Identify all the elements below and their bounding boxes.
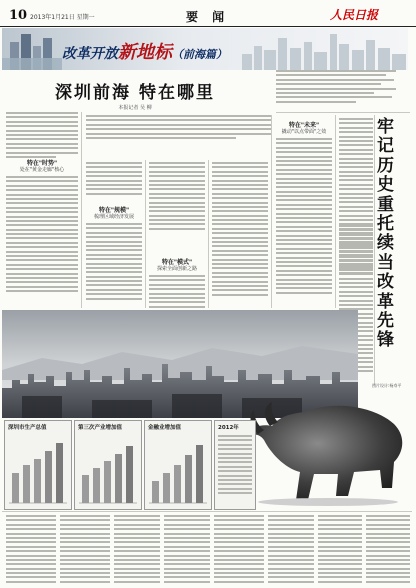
series-banner bbox=[2, 28, 408, 70]
subhead-gui-mo: 特在"规模" bbox=[98, 207, 130, 214]
bottom-column-6 bbox=[268, 515, 314, 585]
page-number: 10 bbox=[9, 8, 28, 23]
summary-box bbox=[276, 70, 400, 105]
bottom-column-2 bbox=[60, 515, 110, 585]
2012-summary-box bbox=[214, 420, 256, 510]
lead-paragraph bbox=[86, 115, 272, 141]
subhead-shi-shi: 特在"时势" bbox=[26, 160, 58, 167]
series-title-highlight: 新地标 bbox=[118, 42, 172, 63]
column-2-text-top bbox=[86, 162, 142, 197]
tertiary-chart-title: 第三次产业增加值 bbox=[78, 425, 123, 431]
subhead-mo-shi: 特在"模式" bbox=[161, 259, 193, 266]
gdp-chart-title: 深圳市生产总值 bbox=[8, 425, 47, 431]
column-3-text-top bbox=[149, 162, 205, 232]
subhead-gui-mo-deck: 梳理区域经济发展 bbox=[93, 214, 134, 220]
summary-box-title: 2012年 bbox=[218, 425, 239, 431]
series-title-prefix: 改革开放 bbox=[62, 46, 118, 62]
article-headline: 深圳前海 特在哪里 bbox=[55, 83, 215, 103]
column-5-text bbox=[276, 138, 332, 296]
commentary-title: 牢记历史重托 续当改革先锋 bbox=[377, 117, 394, 351]
issue-date: 2013年1月21日 星期一 bbox=[30, 14, 95, 21]
finance-industry-chart bbox=[144, 420, 212, 510]
bottom-column-1 bbox=[6, 515, 56, 585]
photo-credit: 图片设计:杨寿平 bbox=[372, 383, 402, 388]
subhead-wei-lai: 特在"未来" bbox=[288, 122, 320, 129]
section-name: 要 闻 bbox=[186, 10, 230, 24]
column-1-text-top bbox=[6, 112, 78, 160]
bottom-column-4 bbox=[164, 515, 210, 585]
subhead-mo-shi-deck: 探索全面创新之路 bbox=[156, 266, 197, 272]
bottom-column-7 bbox=[318, 515, 362, 585]
column-4-text bbox=[212, 162, 268, 298]
skyline-icon bbox=[238, 28, 408, 70]
building-illustration-icon bbox=[2, 28, 62, 70]
finance-chart-title: 金融业增加值 bbox=[148, 425, 182, 431]
bottom-column-5 bbox=[214, 515, 264, 585]
article-byline: 本报记者 吴 柳 bbox=[118, 105, 152, 111]
subhead-shi-shi-deck: 处在"黄金走廊"核心 bbox=[19, 167, 65, 173]
column-3-text bbox=[149, 275, 205, 310]
series-title-suffix: （前海篇） bbox=[172, 48, 227, 61]
bottom-column-8 bbox=[366, 515, 410, 585]
column-2-text bbox=[86, 223, 142, 302]
subhead-wei-lai-deck: 撬动"以点带面"之效 bbox=[281, 129, 327, 135]
bottom-column-3 bbox=[114, 515, 160, 585]
column-1-text bbox=[6, 176, 78, 295]
series-title bbox=[62, 38, 227, 64]
masthead bbox=[0, 0, 416, 27]
bull-sculpture-icon bbox=[244, 392, 410, 507]
tertiary-industry-chart bbox=[74, 420, 142, 510]
newspaper-logo: 人民日报 bbox=[330, 8, 379, 22]
gdp-chart bbox=[4, 420, 72, 510]
